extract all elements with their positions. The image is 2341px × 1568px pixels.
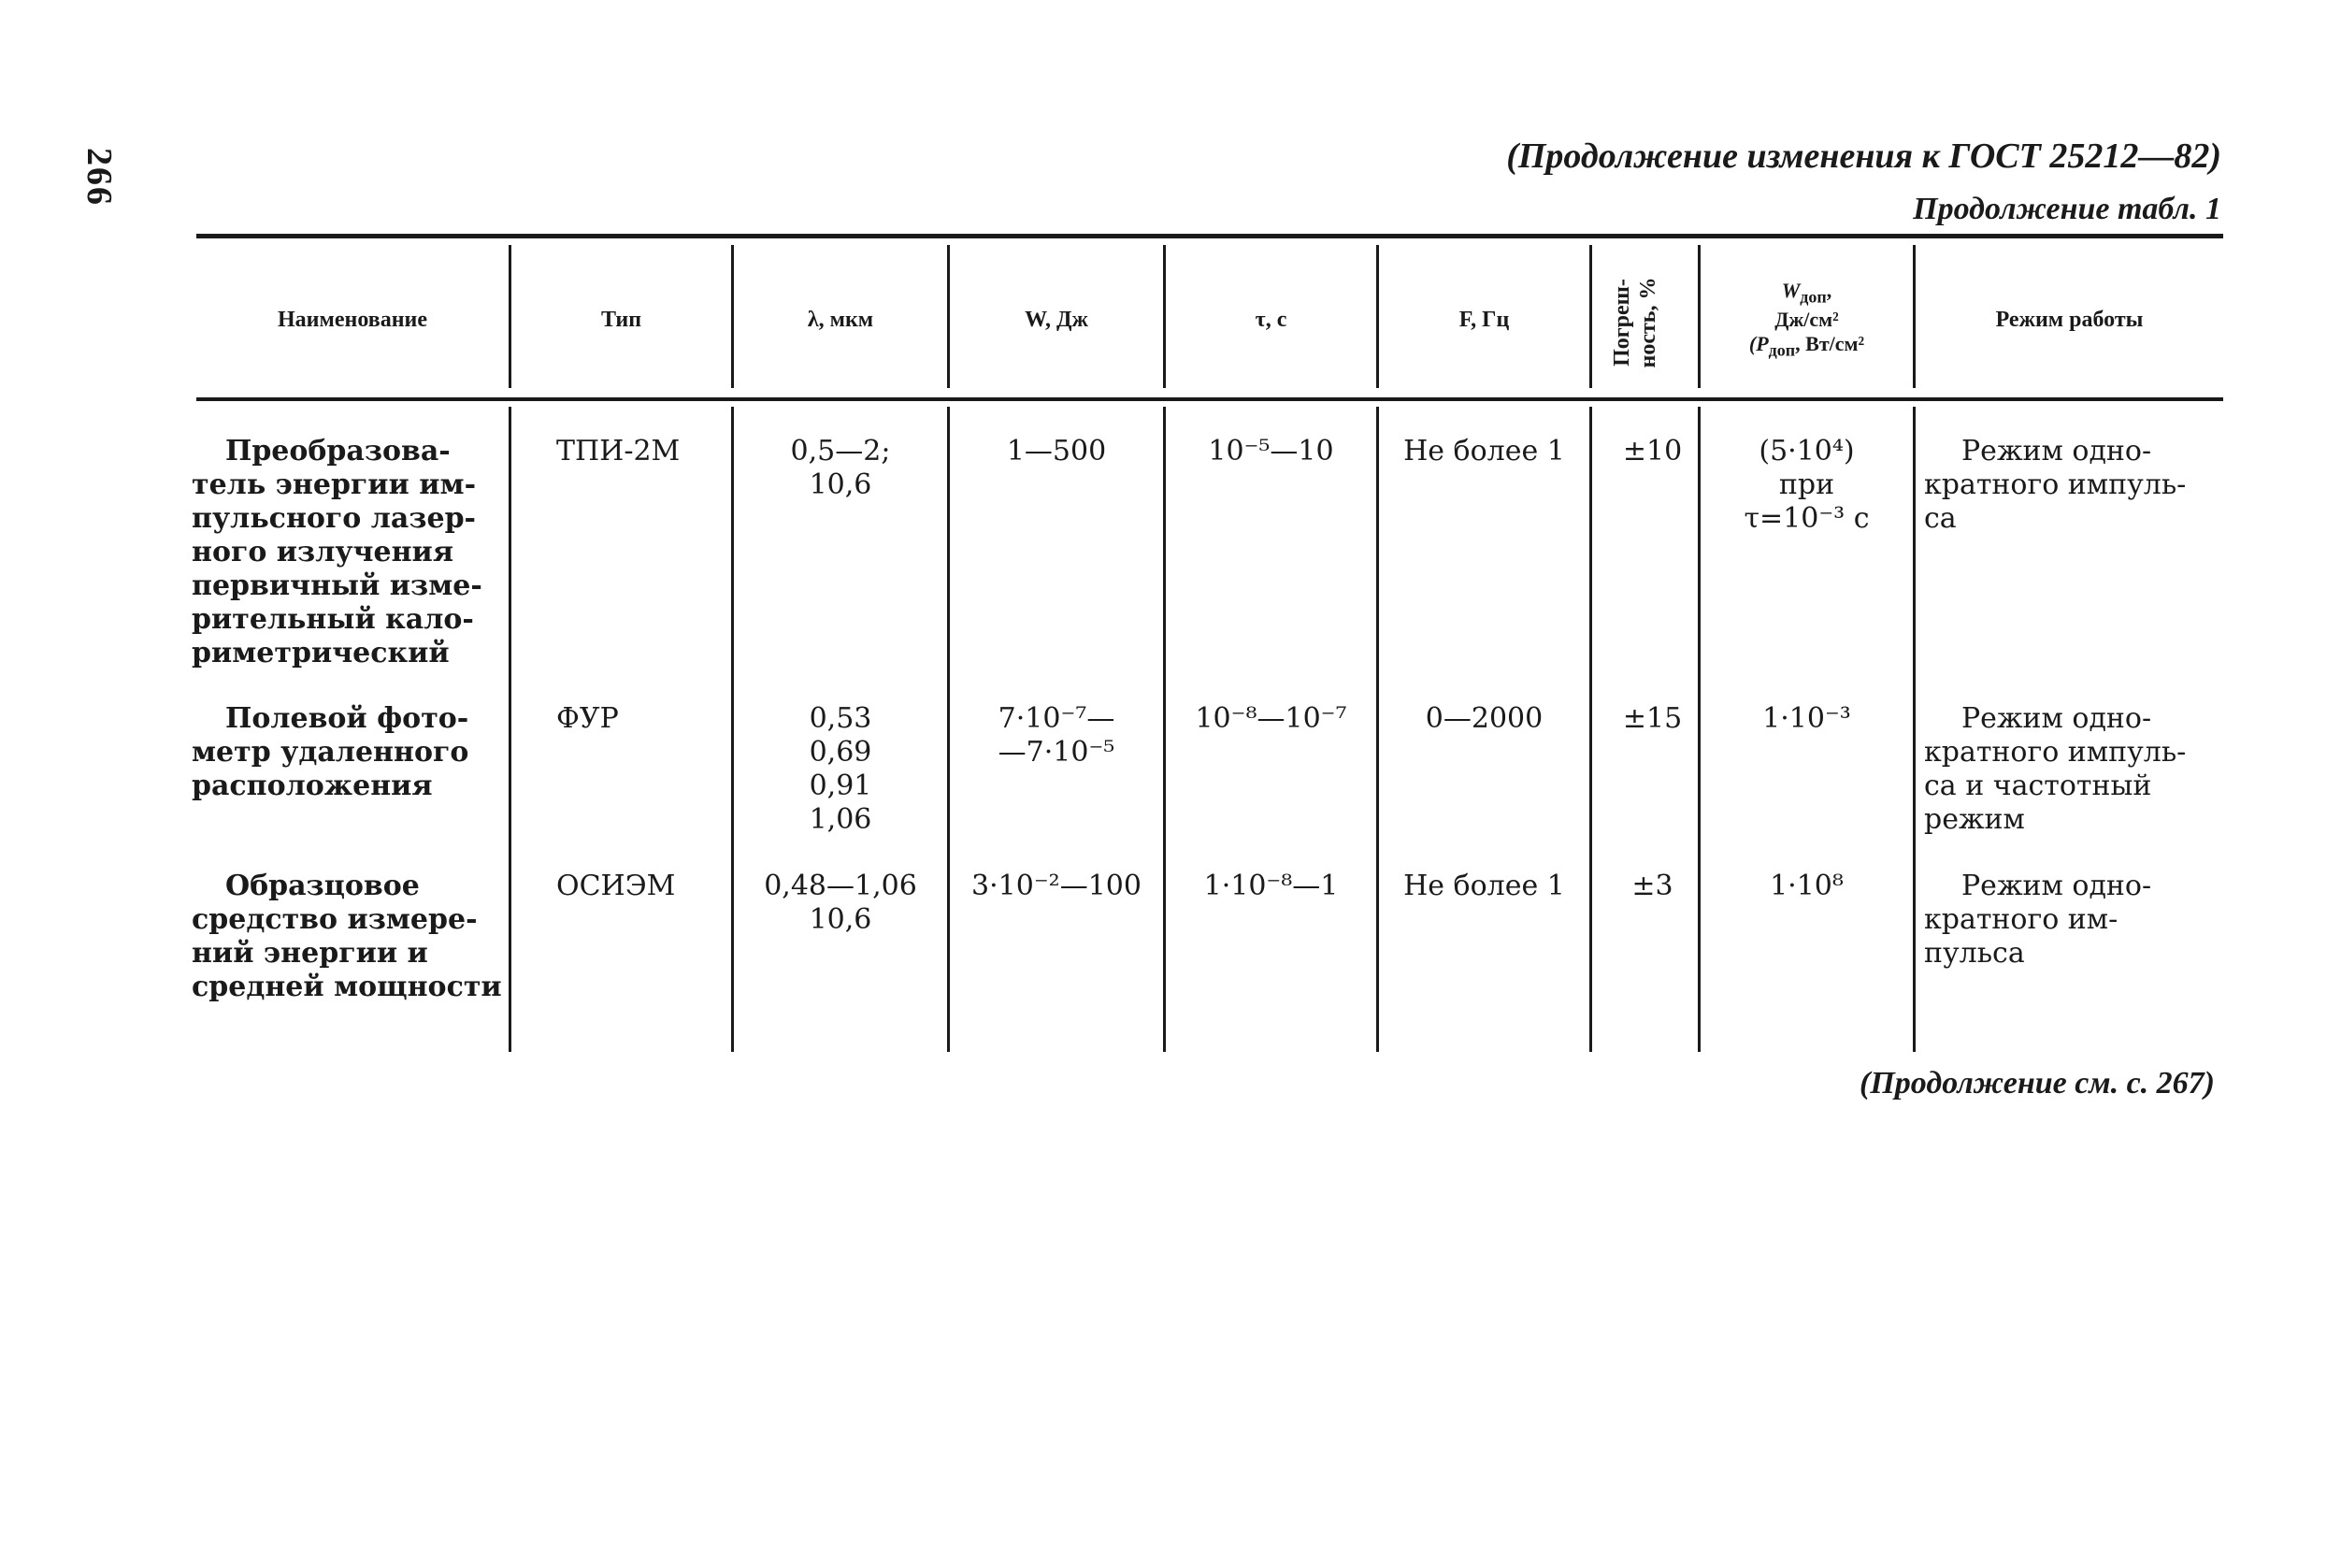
cell-energy: 1—500 (1006, 435, 1107, 468)
cell-type: ОСИЭМ (556, 870, 676, 902)
cell-mode: Режим одно- кратного импуль- са (1924, 435, 2187, 535)
cell-frequency: Не более 1 (1403, 435, 1565, 468)
page-number: 266 (79, 148, 119, 207)
cell-frequency: 0—2000 (1425, 702, 1544, 735)
col-header-wavelength: λ, мкм (807, 307, 874, 332)
table-header-rule (196, 397, 2223, 401)
pdop-unit: , Вт/см² (1795, 332, 1865, 356)
col-header-type: Тип (600, 307, 642, 332)
cell-type: ТПИ-2М (556, 435, 681, 468)
col-header-wdop: $W_{доп}$, Дж/см² ($P_{доп}$, Вт/см² (1748, 278, 1865, 360)
table-continuation-header: Продолжение табл. 1 (1913, 192, 2221, 226)
cell-name: Полевой фото- метр удаленного расположения (192, 702, 469, 802)
pdop-subscript: доп (1768, 340, 1796, 360)
col-header-mode: Режим работы (1995, 307, 2144, 332)
cell-wavelength: 0,5—2; 10,6 (790, 435, 891, 501)
col-header-duration: τ, с (1255, 307, 1287, 332)
cell-name: Образцовое средство измере- ний энергии и средней мощности (192, 870, 502, 1003)
cell-wavelength: 0,53 0,69 0,91 1,06 (809, 702, 872, 836)
continuation-footer: (Продолжение см. с. 267) (1860, 1066, 2215, 1100)
col-header-error-line2: ность, % (1635, 277, 1660, 368)
cell-mode: Режим одно- кратного им- пульса (1924, 870, 2152, 970)
col-header-error-line1: Погреш- (1610, 279, 1634, 367)
cell-wdop: (5·10⁴) при τ=10⁻³ с (1744, 435, 1870, 535)
cell-name: Преобразова- тель энергии им- пульсного лазер- ного излучения первичный изме- рительный кало- риметрический (192, 435, 482, 669)
cell-error: ±3 (1631, 870, 1673, 902)
wdop-symbol: W (1781, 278, 1801, 302)
table-top-rule (196, 234, 2223, 238)
cell-error: ±10 (1622, 435, 1683, 468)
pdop-symbol: (P (1748, 332, 1769, 356)
cell-wavelength: 0,48—1,06 10,6 (764, 870, 917, 936)
wdop-subscript: доп (1800, 287, 1827, 307)
col-header-energy: W, Дж (1025, 307, 1088, 332)
col-header-error (1610, 257, 1661, 388)
cell-duration: 1·10⁻⁸—1 (1203, 870, 1339, 902)
wdop-unit: Дж/см² (1774, 307, 1839, 331)
cell-duration: 10⁻⁸—10⁻⁷ (1195, 702, 1347, 735)
col-header-name: Наименование (278, 307, 427, 332)
cell-energy: 7·10⁻⁷— —7·10⁻⁵ (998, 702, 1115, 769)
cell-duration: 10⁻⁵—10 (1208, 435, 1334, 468)
cell-wdop: 1·10⁻³ (1762, 702, 1851, 735)
cell-wdop: 1·10⁸ (1770, 870, 1844, 902)
cell-mode: Режим одно- кратного импуль- са и частотный режим (1924, 702, 2187, 836)
document-continuation-header: (Продолжение изменения к ГОСТ 25212—82) (1506, 137, 2221, 176)
cell-type: ФУР (556, 702, 619, 735)
cell-frequency: Не более 1 (1403, 870, 1565, 902)
col-header-frequency: F, Гц (1458, 307, 1510, 332)
cell-error: ±15 (1622, 702, 1683, 735)
cell-energy: 3·10⁻²—100 (971, 870, 1142, 902)
